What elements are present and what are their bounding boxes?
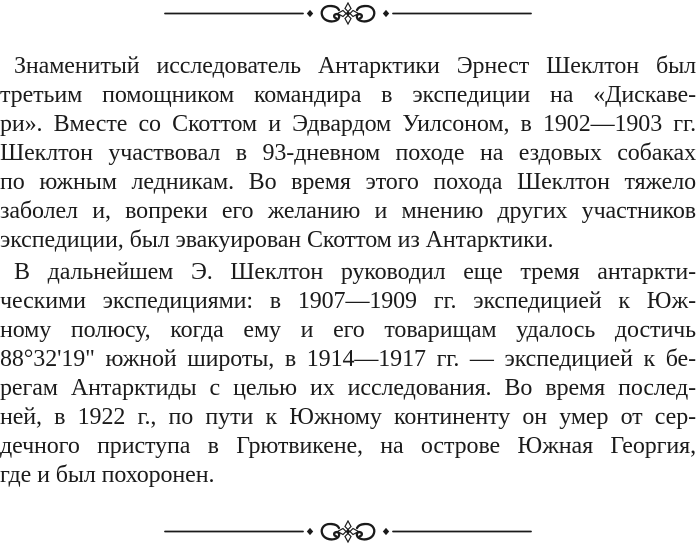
text-line: ней, в 1922 г., по пути к Южному континенту он умер от сер- [0,404,696,430]
floral-scroll-divider-icon [163,2,533,26]
text-line: ному полюсу, когда ему и его товарищам удалось достичь [0,317,696,343]
text-line: регам Антарктиды с целью их исследования. Во время послед- [0,375,696,401]
text-line: ри». Вместе со Скоттом и Эдвардом Уилсоном, в 1902—1903 гг. [0,111,696,137]
text-line: экспедиции, был эвакуирован Скоттом из Антарктики. [0,227,554,253]
paragraph [0,52,696,255]
text-line: по южным ледникам. Во время этого похода Шеклтон тяжело [0,169,696,195]
text-line: ческими экспедициями: в 1907—1909 гг. экспедицией к Юж- [0,288,696,314]
text-line: где и был похоронен. [0,462,215,488]
paragraph [0,258,696,490]
text-line: 88°32'19" южной широты, в 1914—1917 гг. — экспедицией к бе- [0,346,696,372]
text-line: В дальнейшем Э. Шеклтон руководил еще тремя антаркти- [14,259,696,285]
text-line: третьим помощником командира в экспедиции на «Дискаве- [0,82,696,108]
text-line: заболел и, вопреки его желанию и мнению других участников [0,198,696,224]
text-line: Знаменитый исследователь Антарктики Эрнест Шеклтон был [14,53,696,79]
text-line: дечного приступа в Грютвикене, на острове Южная Георгия, [0,433,696,459]
text-block [0,52,696,490]
floral-scroll-divider-icon [163,520,533,544]
text-line: Шеклтон участвовал в 93-дневном походе на ездовых собаках [0,140,696,166]
